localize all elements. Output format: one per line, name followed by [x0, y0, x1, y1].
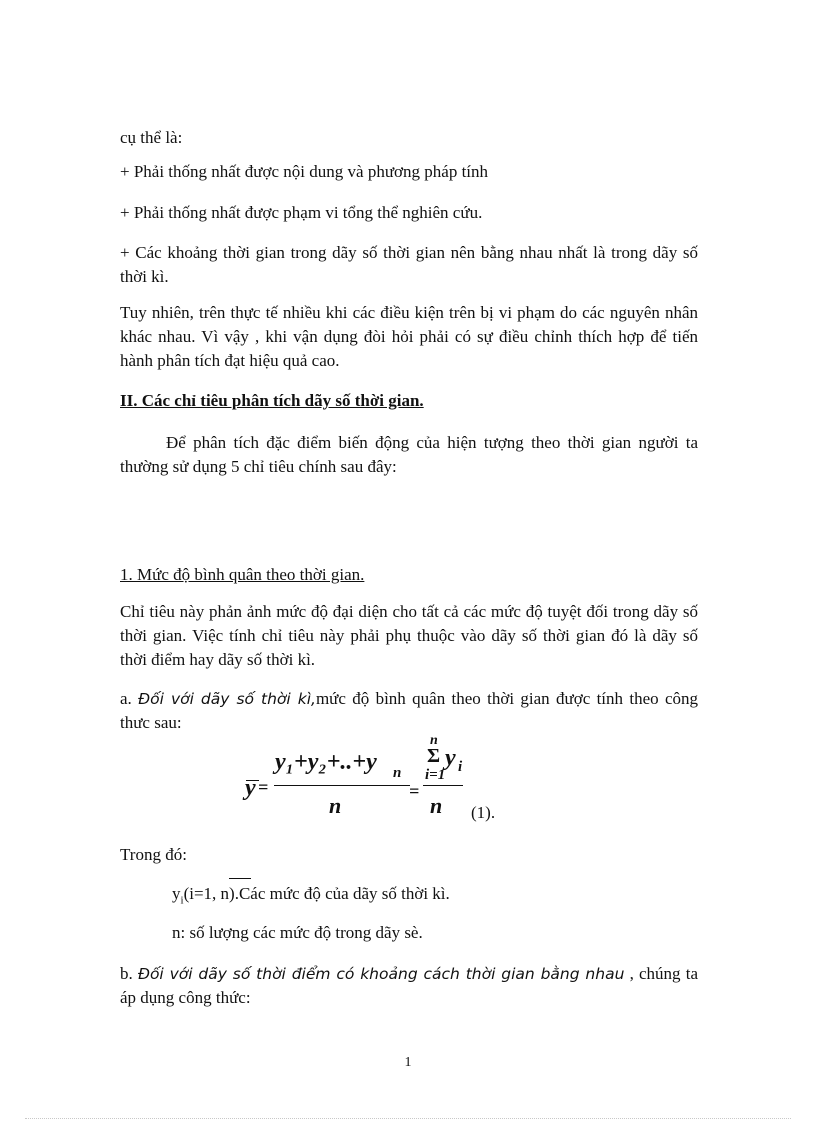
section-heading: II. Các chỉ tiêu phân tích dãy số thời gian.	[120, 391, 424, 410]
a-label: a.	[120, 689, 132, 708]
subsection-heading: 1. Mức độ bình quân theo thời gian.	[120, 565, 365, 584]
bullet-1: + Phải thống nhất được nội dung và phương pháp tính	[120, 162, 489, 181]
yi-definition	[172, 882, 692, 912]
bullet-3: + Các khoảng thời gian trong dãy số thời gian nên bằng nhau nhất là trong dãy số thời kì.	[120, 243, 698, 286]
equation-number: (1).	[471, 803, 496, 822]
formula-numerator: y₁+y₂+..+y	[275, 749, 377, 775]
b-rest-text: , chúng ta áp dụng công thức:	[120, 964, 698, 1007]
formula-sum-term: y	[445, 745, 456, 771]
yi-range-n: n	[220, 884, 230, 903]
paragraph-tuy-nhien: Tuy nhiên, trên thực tế nhiều khi các điều kiện trên bị vi phạm do các nguyên nhân khác nhau. Vì vậy , khi vận dụng đòi hỏi phải có sự điều chỉnh thích hợp để tiến hành phân tích đạt hiệu quả cao.	[120, 303, 698, 370]
bullet-2: + Phải thống nhất được phạm vi tổng thể nghiên cứu.	[120, 203, 483, 222]
formula-sum-term-sub: i	[458, 759, 463, 775]
page-bottom-divider	[25, 1118, 791, 1119]
paragraph-b	[120, 962, 698, 1010]
intro-line: cụ thể là:	[120, 128, 183, 147]
n-definition: n: số lượng các mức độ trong dãy sè.	[172, 923, 423, 942]
b-label: b.	[120, 964, 133, 983]
formula-denominator: n	[329, 793, 342, 818]
paragraph-a	[120, 687, 698, 735]
yi-subscript: i	[180, 894, 184, 907]
trong-do-label: Trong đó:	[120, 845, 187, 864]
a-italic-text: Đối với dãy số thời kì,	[138, 690, 316, 708]
formula-sum-index: i=1	[425, 767, 446, 783]
formula-fraction-bar-1	[274, 785, 410, 786]
a-rest-text: mức độ bình quân theo thời gian được tính theo công thưc sau:	[120, 689, 699, 732]
formula-fraction-bar-2	[423, 785, 463, 786]
n-overline	[229, 878, 251, 879]
yi-description: ).Các mức độ của dãy số thời kì.	[229, 884, 450, 903]
page-number: 1	[404, 1055, 412, 1070]
formula-lhs: y	[245, 775, 256, 801]
formula-equals-2: =	[409, 781, 420, 801]
formula-sum-upper: n	[430, 733, 438, 748]
formula-denominator-2: n	[430, 793, 443, 818]
formula-equals-1: =	[258, 777, 269, 797]
paragraph-chi-tieu: Chỉ tiêu này phản ảnh mức độ đại diện cho tất cả các mức độ tuyệt đối trong dãy số thời gian. Việc tính chỉ tiêu này phải phụ thuộc vào dãy số thời gian đó là dãy số thời điểm hay dãy số thời kì.	[120, 602, 698, 669]
paragraph-de-phan-tich: Để phân tích đặc điểm biến động của hiện tượng theo thời gian người ta thường sử dụng 5 chỉ tiêu chính sau đây:	[120, 433, 698, 476]
b-italic-text: Đối với dãy số thời điểm có khoảng cách thời gian bằng nhau	[137, 965, 625, 983]
yi-symbol: y	[172, 884, 181, 903]
formula-sum-sign: Σ	[427, 745, 441, 767]
yi-range-open: (i=1,	[183, 884, 221, 903]
formula-numerator-sub: n	[393, 765, 402, 781]
